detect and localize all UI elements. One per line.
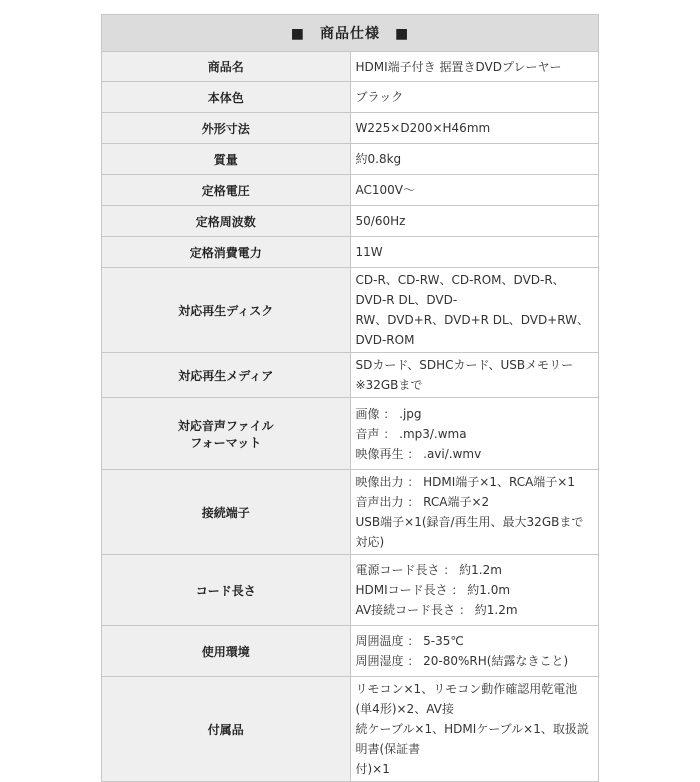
spec-label-line: 定格周波数 (195, 214, 256, 229)
spec-label-line: 接続端子 (201, 505, 250, 520)
spec-value (350, 268, 599, 353)
spec-value (350, 175, 599, 206)
spec-value-line: 50/60Hz (355, 214, 406, 228)
spec-value-line: HDMI端子付き 据置きDVDプレーヤー (355, 59, 562, 74)
spec-value (350, 626, 599, 677)
spec-label-line: 対応再生ディスク (178, 303, 274, 318)
spec-value-line: CD-R、CD-RW、CD-ROM、DVD-R、DVD-R DL、DVD- (355, 273, 565, 307)
spec-value (350, 144, 599, 175)
spec-label (102, 677, 351, 782)
spec-value-line: 周囲温度 ： 5-35℃ (355, 634, 464, 648)
spec-label-line: 対応音声ファイル (177, 418, 274, 433)
spec-label-line: 外形寸法 (201, 121, 250, 136)
spec-value (350, 353, 599, 398)
spec-title: ■ 商品仕様 ■ (102, 15, 599, 52)
spec-value (350, 237, 599, 268)
spec-value-line: 電源コード長さ ： 約1.2m (355, 563, 502, 577)
spec-value (350, 52, 599, 82)
spec-value-line: RW、DVD+R、DVD+R DL、DVD+RW、DVD-ROM (355, 313, 589, 347)
spec-label-line: 付属品 (207, 722, 244, 737)
spec-value (350, 206, 599, 237)
spec-label (102, 175, 351, 206)
spec-label (102, 470, 351, 555)
spec-label (102, 555, 351, 626)
spec-value-line: 音声 ： .mp3/.wma (355, 426, 467, 441)
spec-row (102, 237, 599, 268)
spec-label (102, 237, 351, 268)
spec-label (102, 268, 351, 353)
spec-row (102, 268, 599, 353)
spec-row (102, 677, 599, 782)
spec-row (102, 470, 599, 555)
spec-row (102, 82, 599, 113)
spec-value-line: 音声出力 ： RCA端子×2 (355, 495, 490, 509)
spec-table (101, 14, 599, 782)
spec-value-line: 映像出力 ： HDMI端子×1、RCA端子×1 (355, 475, 575, 489)
spec-label (102, 353, 351, 398)
spec-label (102, 206, 351, 237)
spec-label-line: 本体色 (207, 90, 244, 105)
spec-value-line: 付)×1 (355, 762, 390, 776)
spec-label (102, 144, 351, 175)
spec-value-line: W225×D200×H46mm (355, 121, 491, 135)
spec-label (102, 626, 351, 677)
spec-value-line: SDカード、SDHCカード、USBメモリー ※32GBまで (355, 358, 574, 392)
spec-row (102, 206, 599, 237)
spec-value-line: 画像 ： .jpg (355, 406, 422, 421)
spec-row (102, 113, 599, 144)
spec-value-line: 映像再生 ： .avi/.wmv (355, 446, 482, 461)
spec-row (102, 555, 599, 626)
spec-label-line: 対応再生メディア (178, 368, 274, 383)
spec-row (102, 626, 599, 677)
spec-value (350, 82, 599, 113)
spec-label (102, 82, 351, 113)
spec-value-line: ブラック (355, 90, 404, 104)
spec-label-line: 質量 (213, 152, 238, 167)
spec-value-line: HDMIコード長さ ： 約1.0m (355, 583, 511, 597)
spec-label-line: 商品名 (207, 60, 244, 74)
spec-row (102, 175, 599, 206)
spec-value-line: USB端子×1(録音/再生用、最大32GBまで対応) (355, 515, 584, 549)
spec-value-line: 周囲湿度 ： 20-80%RH(結露なきこと) (355, 654, 569, 668)
spec-row (102, 398, 599, 470)
spec-value-line: リモコン×1、リモコン動作確認用乾電池(単4形)×2、AV接 (355, 682, 578, 716)
spec-value-line: 約0.8kg (355, 152, 402, 166)
spec-row (102, 52, 599, 82)
spec-value (350, 470, 599, 555)
spec-value-line: AC100V〜 (355, 183, 415, 197)
spec-label (102, 52, 351, 82)
spec-value-line: 続ケーブル×1、HDMIケーブル×1、取扱説明書(保証書 (355, 722, 589, 756)
spec-value (350, 677, 599, 782)
spec-value (350, 398, 599, 470)
spec-label-line: 使用環境 (201, 644, 250, 659)
spec-label-line: 定格電圧 (201, 183, 250, 198)
spec-label-line: フォーマット (190, 435, 262, 450)
header-row (102, 15, 599, 52)
spec-row (102, 353, 599, 398)
spec-label-line: コード長さ (195, 583, 256, 598)
spec-value (350, 113, 599, 144)
spec-value-line: 11W (355, 245, 383, 259)
spec-label-line: 定格消費電力 (189, 245, 262, 260)
spec-row (102, 144, 599, 175)
spec-label (102, 398, 351, 470)
spec-value (350, 555, 599, 626)
spec-label (102, 113, 351, 144)
spec-value-line: AV接続コード長さ ： 約1.2m (355, 603, 518, 617)
